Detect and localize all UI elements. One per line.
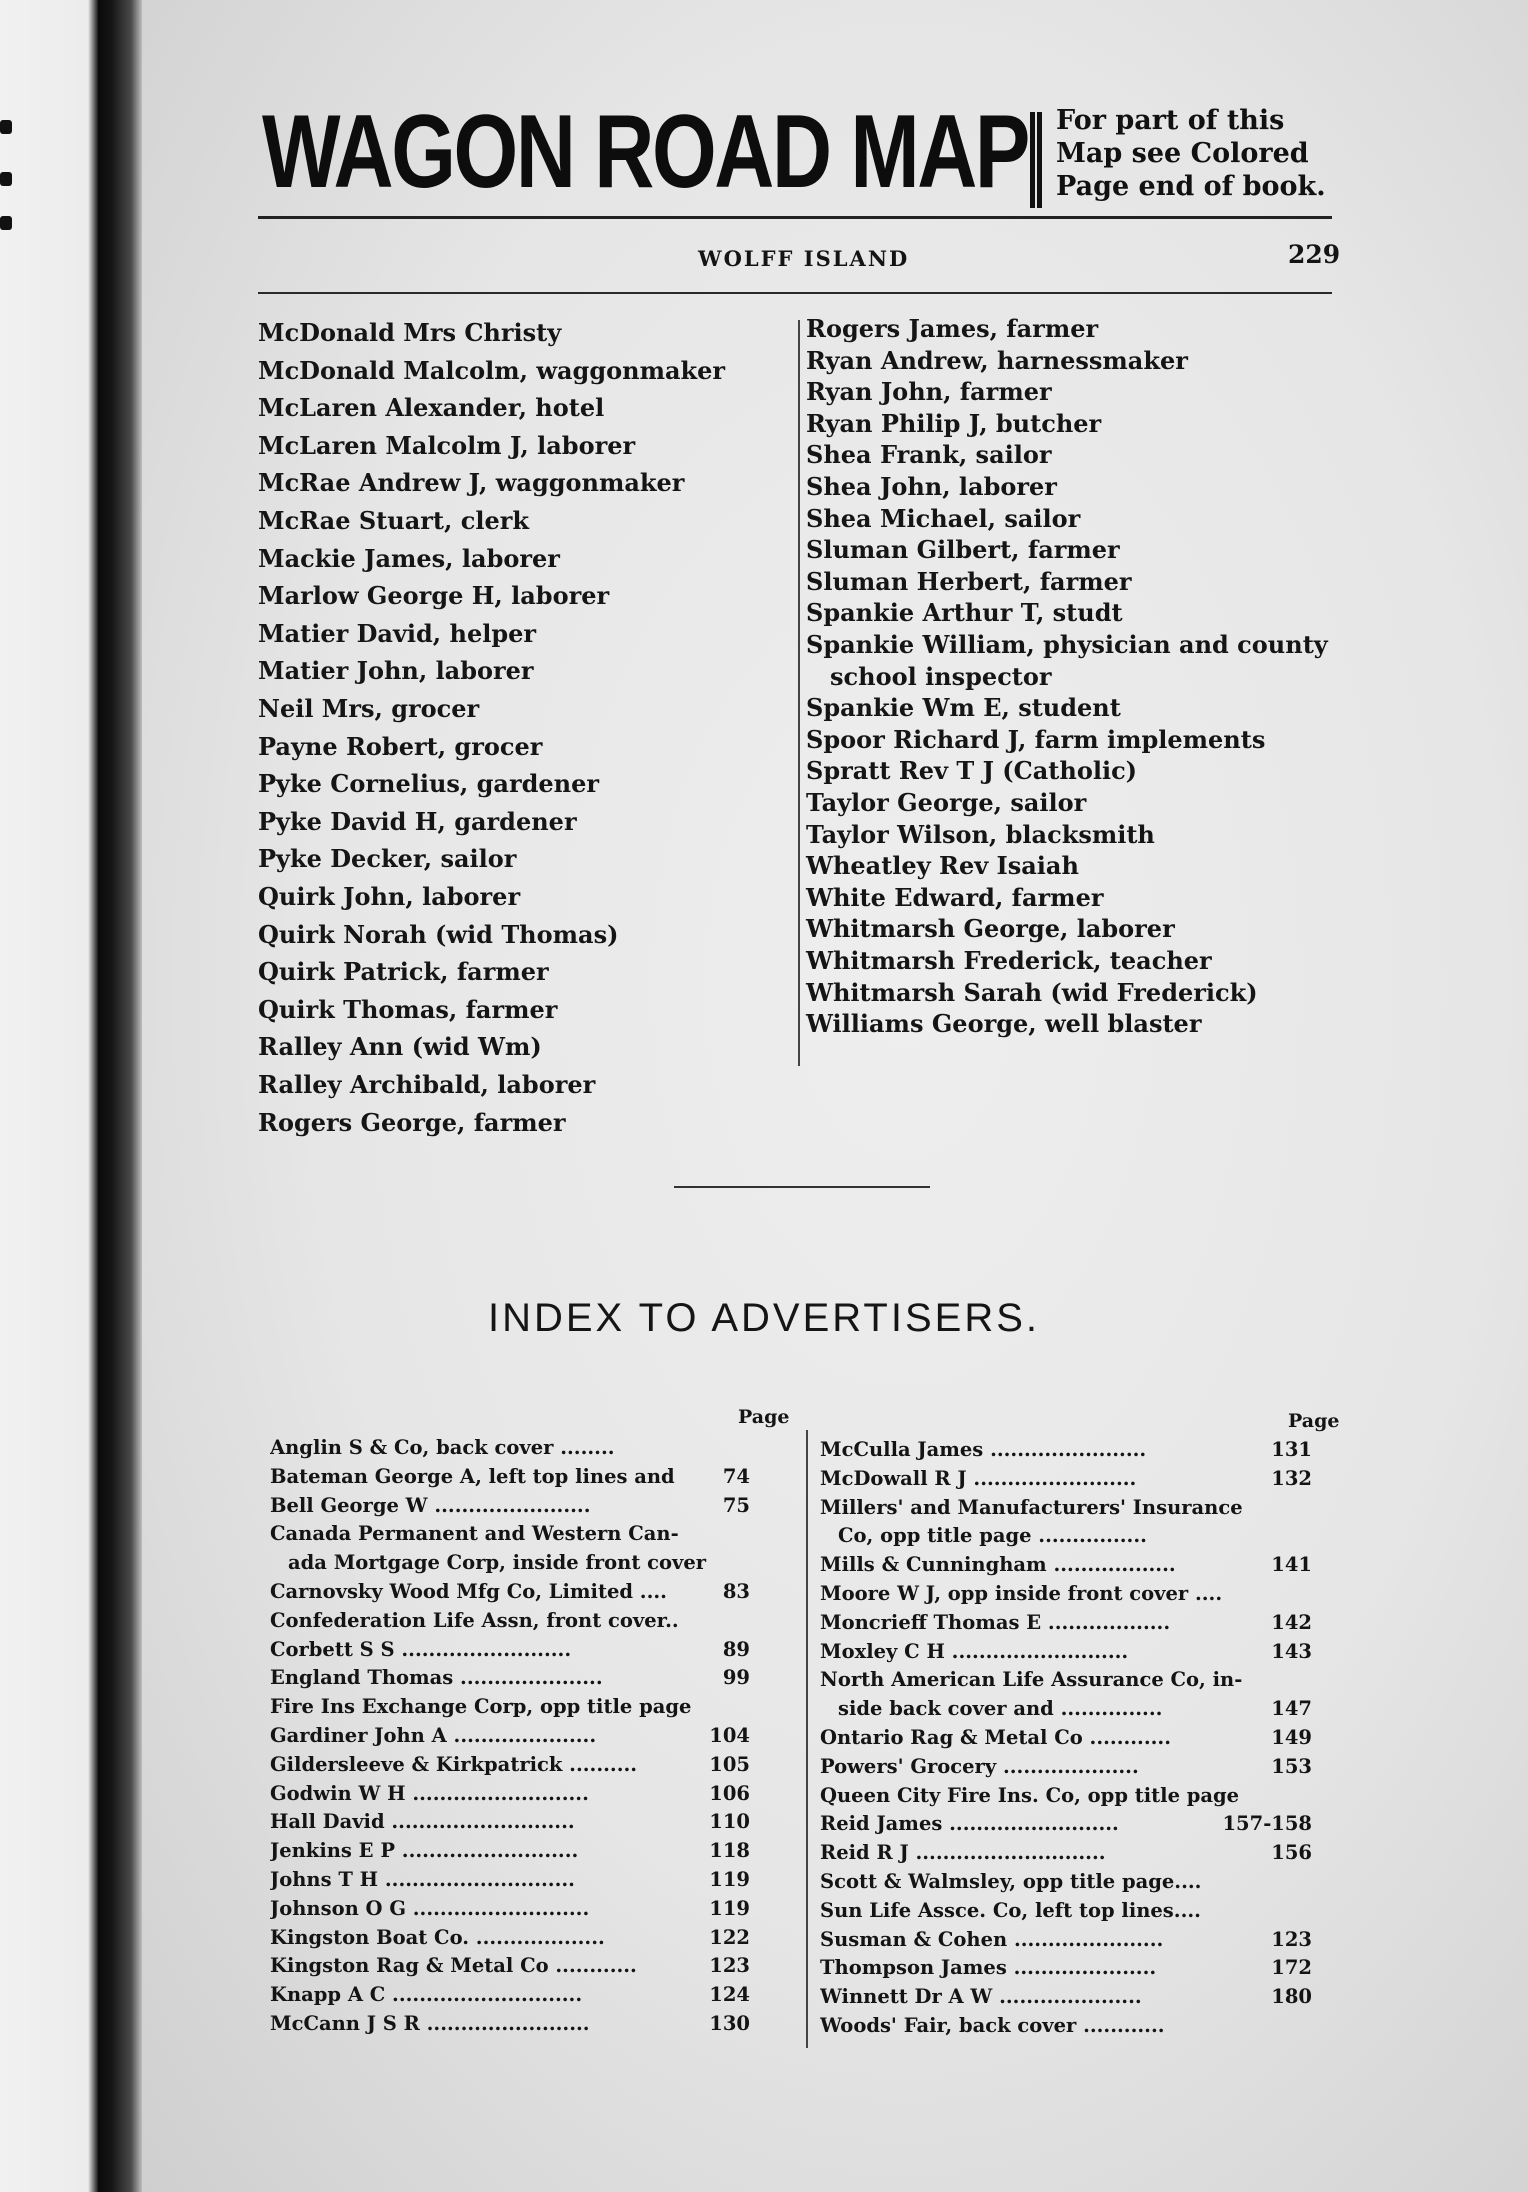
index-entry-page: 123 xyxy=(709,1954,750,1978)
index-entry xyxy=(820,1870,1312,1893)
directory-entry: Quirk Thomas, farmer xyxy=(258,994,558,1024)
index-entry-name: Moncrieff Thomas E .................. xyxy=(820,1610,1171,1634)
index-entry xyxy=(270,1839,750,1862)
directory-entry: Marlow George H, laborer xyxy=(258,581,610,611)
index-entry-name: Sun Life Assce. Co, left top lines.... xyxy=(820,1898,1201,1922)
index-entry-page: 105 xyxy=(709,1752,750,1776)
directory-entry: Pyke Decker, sailor xyxy=(258,844,517,874)
index-entry-page: 142 xyxy=(1271,1610,1312,1634)
index-entry xyxy=(270,1666,750,1689)
index-entry-name: North American Life Assurance Co, in- xyxy=(820,1668,1243,1692)
directory-entry: McRae Stuart, clerk xyxy=(258,506,529,535)
index-entry-page: 104 xyxy=(709,1724,750,1747)
index-entry xyxy=(270,1868,750,1891)
index-title: INDEX TO ADVERTISERS. xyxy=(487,1296,1041,1340)
index-entry-name: Co, opp title page ................ xyxy=(838,1524,1147,1548)
index-entry xyxy=(820,1956,1312,1979)
index-entry xyxy=(270,1897,750,1920)
directory-entry: Spratt Rev T J (Catholic) xyxy=(806,756,1138,786)
directory-entry: Taylor Wilson, blacksmith xyxy=(806,819,1155,849)
directory-entry: Whitmarsh Sarah (wid Frederick) xyxy=(806,977,1258,1007)
directory-entry: Spankie Arthur T, studt xyxy=(806,598,1123,628)
directory-entry: McDonald Mrs Christy xyxy=(258,318,562,347)
directory-entry: McLaren Malcolm J, laborer xyxy=(258,430,636,460)
index-entry xyxy=(270,1580,750,1603)
directory-entry: Matier John, laborer xyxy=(258,656,534,686)
banner-rule xyxy=(258,216,1332,219)
index-entry-name: side back cover and ............... xyxy=(838,1697,1163,1721)
index-entry xyxy=(820,1841,1312,1864)
directory-entry: McDonald Malcolm, waggonmaker xyxy=(258,355,726,385)
index-entry-name: Hall David ........................... xyxy=(270,1810,575,1834)
index-entry xyxy=(270,1436,750,1459)
index-entry-page: 74 xyxy=(722,1464,750,1488)
index-entry-name: Reid R J ............................ xyxy=(820,1841,1106,1865)
index-entry xyxy=(270,1926,750,1949)
index-entry-name: Powers' Grocery .................... xyxy=(820,1754,1139,1778)
index-entry xyxy=(270,1983,750,2006)
index-entry xyxy=(820,1784,1312,1807)
index-entry xyxy=(270,1522,750,1545)
index-page-header-left: Page xyxy=(738,1406,790,1428)
index-entry xyxy=(820,1582,1312,1605)
index-entry-name: Carnovsky Wood Mfg Co, Limited .... xyxy=(270,1580,667,1603)
directory-entry: Sluman Herbert, farmer xyxy=(806,566,1132,596)
index-entry-name: Johnson O G .......................... xyxy=(270,1896,590,1920)
index-entry-name: Johns T H ............................ xyxy=(270,1868,575,1891)
index-entry-name: McCulla James ....................... xyxy=(820,1438,1147,1461)
directory-entry: Ryan Andrew, harnessmaker xyxy=(806,345,1188,375)
index-entry xyxy=(820,1438,1312,1461)
banner-title: WAGON ROAD MAP xyxy=(262,94,1029,210)
index-entry xyxy=(270,1551,750,1574)
index-entry-name: Jenkins E P .......................... xyxy=(270,1839,579,1863)
index-entry-page: 132 xyxy=(1271,1466,1312,1490)
directory-entry: Shea Frank, sailor xyxy=(806,440,1052,470)
index-column-divider xyxy=(806,1430,808,2048)
index-entry-page: 122 xyxy=(709,1925,750,1949)
directory-entry: Quirk Patrick, farmer xyxy=(258,957,549,987)
directory-entry: Spankie Wm E, student xyxy=(806,693,1121,723)
index-entry-name: Winnett Dr A W ..................... xyxy=(820,1985,1142,2009)
index-entry xyxy=(820,1697,1312,1720)
index-entry xyxy=(820,1524,1312,1547)
index-entry xyxy=(820,2014,1312,2037)
index-entry-name: Woods' Fair, back cover ............ xyxy=(820,2014,1165,2037)
index-entry-page: 106 xyxy=(709,1781,750,1805)
index-entry-name: McCann J S R ........................ xyxy=(270,2012,590,2035)
index-entry-name: Kingston Boat Co. ................... xyxy=(270,1925,605,1949)
directory-entry: Rogers James, farmer xyxy=(806,314,1099,343)
index-entry-page: 89 xyxy=(722,1637,750,1661)
index-entry-name: Reid James ......................... xyxy=(820,1812,1119,1836)
index-entry-name: Scott & Walmsley, opp title page.... xyxy=(820,1870,1202,1893)
directory-entry: Ralley Archibald, laborer xyxy=(258,1070,596,1099)
index-entry xyxy=(820,1640,1312,1663)
column-divider xyxy=(798,320,800,1066)
index-entry xyxy=(270,2012,750,2035)
index-entry-page: 124 xyxy=(709,1983,750,2007)
index-entry xyxy=(820,1496,1312,1519)
index-entry-page: 75 xyxy=(722,1493,750,1517)
index-entry-name: McDowall R J ........................ xyxy=(820,1466,1137,1490)
index-entry-name: Gardiner John A ..................... xyxy=(270,1724,597,1747)
directory-entry: Wheatley Rev Isaiah xyxy=(806,851,1079,881)
directory-entry: Spoor Richard J, farm implements xyxy=(806,724,1266,754)
index-entry-page: 118 xyxy=(709,1839,750,1863)
directory-entry: McRae Andrew J, waggonmaker xyxy=(258,468,685,498)
index-entry-page: 110 xyxy=(709,1810,750,1834)
edge-mark xyxy=(0,216,12,230)
index-entry-page: 147 xyxy=(1271,1697,1312,1721)
index-entry xyxy=(270,1609,750,1632)
index-entry-name: Kingston Rag & Metal Co ............ xyxy=(270,1954,637,1978)
index-entry xyxy=(270,1810,750,1833)
index-entry-name: Millers' and Manufacturers' Insurance xyxy=(820,1495,1243,1519)
index-entry xyxy=(270,1638,750,1661)
index-entry xyxy=(820,1553,1312,1576)
index-entry-name: ada Mortgage Corp, inside front cover xyxy=(288,1551,707,1575)
index-entry-name: Susman & Cohen ...................... xyxy=(820,1927,1164,1951)
section-rule xyxy=(674,1186,930,1188)
index-entry xyxy=(820,1467,1312,1490)
index-entry-name: Thompson James ..................... xyxy=(820,1956,1157,1980)
edge-mark xyxy=(0,120,12,134)
index-entry-page: 156 xyxy=(1271,1841,1312,1865)
index-entry xyxy=(820,1899,1312,1922)
index-entry-page: 180 xyxy=(1271,1985,1312,2009)
index-entry-name: Bateman George A, left top lines and xyxy=(270,1464,675,1488)
directory-entry: Pyke Cornelius, gardener xyxy=(258,769,600,799)
index-entry-name: Bell George W ....................... xyxy=(270,1493,591,1517)
index-entry xyxy=(820,1611,1312,1634)
directory-entry: Neil Mrs, grocer xyxy=(258,694,480,723)
index-entry xyxy=(270,1782,750,1805)
header-rule xyxy=(258,292,1332,294)
index-entry-page: 123 xyxy=(1271,1927,1312,1951)
directory-entry: Quirk John, laborer xyxy=(258,882,521,911)
directory-entry: Quirk Norah (wid Thomas) xyxy=(258,919,619,949)
directory-entry: Ryan John, farmer xyxy=(806,377,1052,407)
index-entry-page: 130 xyxy=(709,2012,750,2035)
banner-note-line: For part of this xyxy=(1056,105,1285,136)
index-entry-name: Canada Permanent and Western Can- xyxy=(270,1522,679,1546)
banner-note xyxy=(1056,104,1336,203)
index-entry-name: Fire Ins Exchange Corp, opp title page xyxy=(270,1695,692,1719)
index-entry-name: Ontario Rag & Metal Co ............ xyxy=(820,1726,1171,1749)
index-entry-page: 119 xyxy=(709,1896,750,1920)
index-entry-page: 157-158 xyxy=(1222,1812,1312,1836)
edge-mark xyxy=(0,172,12,186)
banner xyxy=(262,94,1326,220)
index-entry xyxy=(270,1724,750,1747)
index-entry xyxy=(820,1812,1312,1835)
index-entry-page: 119 xyxy=(709,1868,750,1891)
directory-entry: Matier David, helper xyxy=(258,618,537,648)
index-entry xyxy=(820,1985,1312,2008)
index-entry-name: Corbett S S ......................... xyxy=(270,1637,572,1661)
index-entry xyxy=(270,1695,750,1718)
directory-entry: Sluman Gilbert, farmer xyxy=(806,535,1120,565)
running-head: WOLFF ISLAND xyxy=(698,246,910,271)
directory-entry: Payne Robert, grocer xyxy=(258,731,543,761)
index-entry xyxy=(820,1726,1312,1749)
index-entry xyxy=(820,1668,1312,1691)
page-binding xyxy=(98,0,142,2192)
index-entry xyxy=(820,1928,1312,1951)
directory-entry: Spankie William, physician and county xyxy=(806,630,1328,659)
directory-entry: Rogers George, farmer xyxy=(258,1107,566,1137)
index-entry-name: Knapp A C ............................ xyxy=(270,1983,583,2007)
directory-entry: White Edward, farmer xyxy=(806,882,1104,912)
banner-note-line: Map see Colored xyxy=(1056,138,1309,169)
index-entry-name: Mills & Cunningham .................. xyxy=(820,1553,1176,1577)
banner-note-line: Page end of book. xyxy=(1056,171,1326,202)
directory-entry: Whitmarsh George, laborer xyxy=(806,914,1175,944)
index-entry-page: 143 xyxy=(1271,1639,1312,1663)
index-entry xyxy=(270,1954,750,1977)
directory-entry: Shea John, laborer xyxy=(806,472,1057,501)
index-entry xyxy=(270,1753,750,1776)
index-entry xyxy=(270,1494,750,1517)
index-entry-page: 141 xyxy=(1271,1553,1312,1577)
index-entry-name: Queen City Fire Ins. Co, opp title page xyxy=(820,1783,1240,1807)
index-entry-name: England Thomas ..................... xyxy=(270,1666,603,1690)
directory-entry: Mackie James, laborer xyxy=(258,543,560,573)
directory-entry: Ryan Philip J, butcher xyxy=(806,408,1102,438)
index-entry-page: 131 xyxy=(1271,1438,1312,1461)
index-entry xyxy=(820,1755,1312,1778)
index-page-header-right: Page xyxy=(1288,1410,1340,1432)
index-entry-page: 153 xyxy=(1271,1754,1312,1778)
page-number: 229 xyxy=(1288,240,1341,269)
directory-entry: Shea Michael, sailor xyxy=(806,503,1081,533)
index-entry-page: 149 xyxy=(1271,1726,1312,1749)
adjacent-page-edge xyxy=(0,0,98,2192)
directory-entry: Ralley Ann (wid Wm) xyxy=(258,1032,542,1062)
index-entry-page: 172 xyxy=(1271,1956,1312,1980)
directory-entry: school inspector xyxy=(830,661,1052,691)
directory-entry: Whitmarsh Frederick, teacher xyxy=(806,946,1212,975)
index-entry-name: Gildersleeve & Kirkpatrick .......... xyxy=(270,1752,638,1776)
index-entry-name: Anglin S & Co, back cover ........ xyxy=(270,1436,615,1459)
index-entry-name: Moxley C H .......................... xyxy=(820,1639,1129,1663)
banner-separator xyxy=(1030,112,1037,208)
index-entry-name: Confederation Life Assn, front cover.. xyxy=(270,1608,679,1632)
index-entry-name: Moore W J, opp inside front cover .... xyxy=(820,1582,1223,1605)
directory-entry: Taylor George, sailor xyxy=(806,788,1087,817)
directory-entry: McLaren Alexander, hotel xyxy=(258,393,605,423)
index-entry xyxy=(270,1465,750,1488)
index-entry-name: Godwin W H .......................... xyxy=(270,1781,589,1805)
index-entry-page: 83 xyxy=(722,1580,750,1603)
directory-entry: Pyke David H, gardener xyxy=(258,806,577,836)
index-entry-page: 99 xyxy=(722,1666,750,1690)
directory-entry: Williams George, well blaster xyxy=(806,1009,1202,1039)
